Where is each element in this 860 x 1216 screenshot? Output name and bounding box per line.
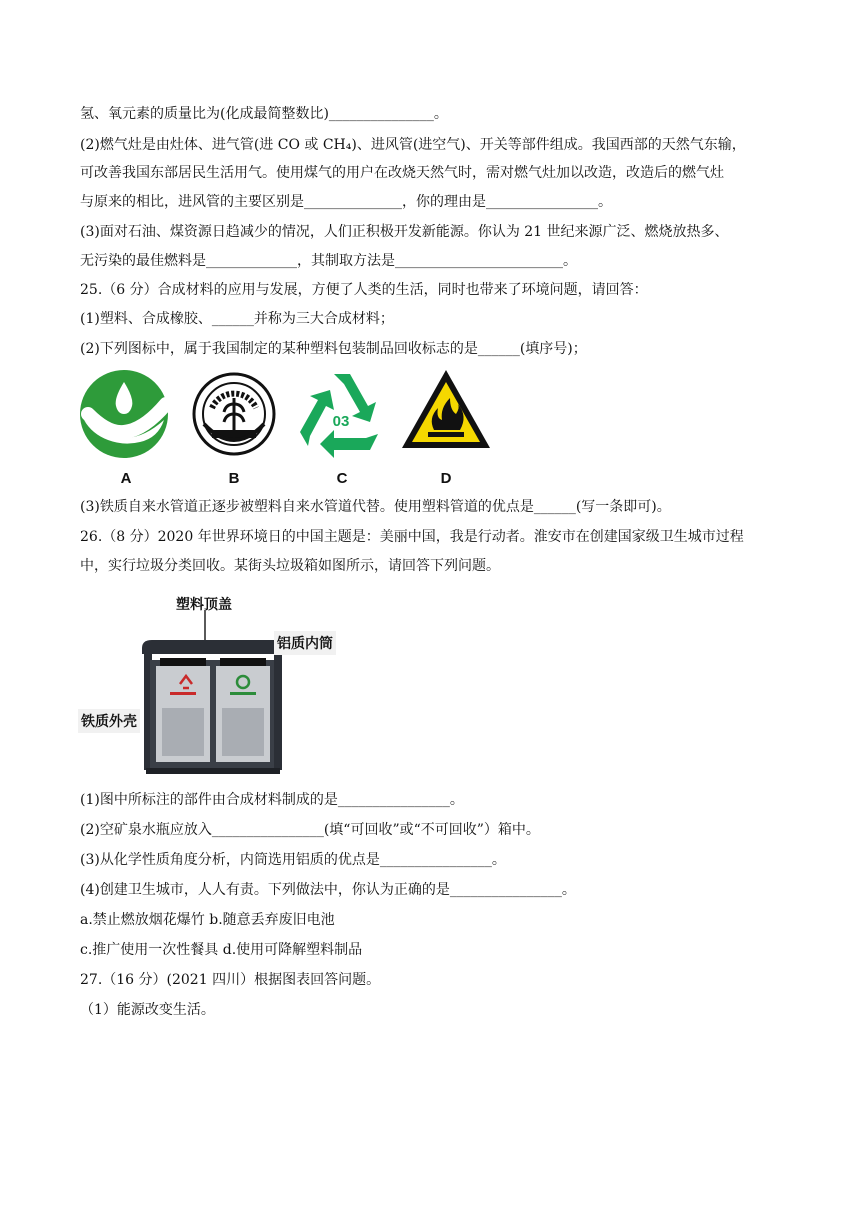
text-line: （1）能源改变生活。: [80, 1002, 215, 1018]
text-line: a.禁止燃放烟花爆竹 b.随意丢弃废旧电池: [80, 912, 335, 928]
option-b: [186, 364, 282, 490]
option-label: D: [440, 470, 452, 487]
green-food-seal-icon: [186, 364, 282, 464]
text-line: (3)铁质自来水管道正逐步被塑料自来水管道代替。使用塑料管道的优点是______(写一条即可)。: [80, 499, 671, 515]
text-line: 与原来的相比，进风管的主要区别是______________，你的理由是________________。: [80, 194, 612, 210]
text-line: (1)塑料、合成橡胶、______并称为三大合成材料；: [80, 311, 394, 327]
text-line: (2)下列图标中，属于我国制定的某种塑料包装制品回收标志的是______(填序号)；: [80, 341, 587, 357]
text-line: (2)燃气灶是由灶体、进气管(进 CO 或 CH₄)、进风管(进空气)、开关等部件组成。我国西部的天然气东输，: [80, 137, 746, 153]
callout-aluminum-inner: 铝质内筒: [274, 631, 336, 655]
text-line: 27.（16 分）(2021 四川）根据图表回答问题。: [80, 972, 381, 988]
text-line: (3)从化学性质角度分析，内筒选用铝质的优点是________________。: [80, 852, 506, 868]
text-line: c.推广使用一次性餐具 d.使用可降解塑料制品: [80, 942, 363, 958]
text-line: (2)空矿泉水瓶应放入________________(填“可回收”或“不可回收”）箱中。: [80, 822, 540, 838]
text-line: (4)创建卫生城市，人人有责。下列做法中，你认为正确的是________________。: [80, 882, 576, 898]
garbage-bin-icon: [78, 588, 348, 778]
text-line: 26.（8 分）2020 年世界环境日的中国主题是：美丽中国，我是行动者。淮安市在创建国家级卫生城市过程: [80, 529, 744, 545]
callout-iron-shell: 铁质外壳: [78, 709, 140, 733]
option-c: [294, 364, 390, 490]
option-label: A: [120, 470, 132, 487]
text-line: 氢、氧元素的质量比为(化成最简整数比)_______________。: [80, 106, 448, 122]
text-line: 25.（6 分）合成材料的应用与发展，方便了人类的生活，同时也带来了环境问题，请回答：: [80, 282, 648, 298]
text-line: 中，实行垃圾分类回收。某街头垃圾箱如图所示，请回答下列问题。: [80, 558, 500, 574]
option-a: [78, 364, 174, 490]
option-label: B: [228, 470, 240, 487]
water-saving-icon: [78, 364, 174, 464]
callout-plastic-lid: 塑料顶盖: [176, 596, 232, 612]
recycle-03-icon: [294, 364, 390, 464]
garbage-bin-figure: [78, 588, 348, 778]
text-line: 无污染的最佳燃料是_____________，其制取方法是________________________。: [80, 253, 577, 269]
text-line: 可改善我国东部居民生活用气。使用煤气的用户在改烧天然气时，需对燃气灶加以改造，改造后的燃气灶: [80, 165, 724, 181]
option-label: C: [336, 470, 348, 487]
text-line: (3)面对石油、煤资源日趋减少的情况，人们正积极开发新能源。你认为 21 世纪来源广泛、燃烧放热多、: [80, 224, 729, 240]
flammable-warning-icon: [398, 364, 494, 464]
option-d: [398, 364, 494, 490]
text-line: (1)图中所标注的部件由合成材料制成的是________________。: [80, 792, 464, 808]
svg-text:03: 03: [332, 413, 350, 430]
recycling-icon-options: [78, 364, 508, 490]
